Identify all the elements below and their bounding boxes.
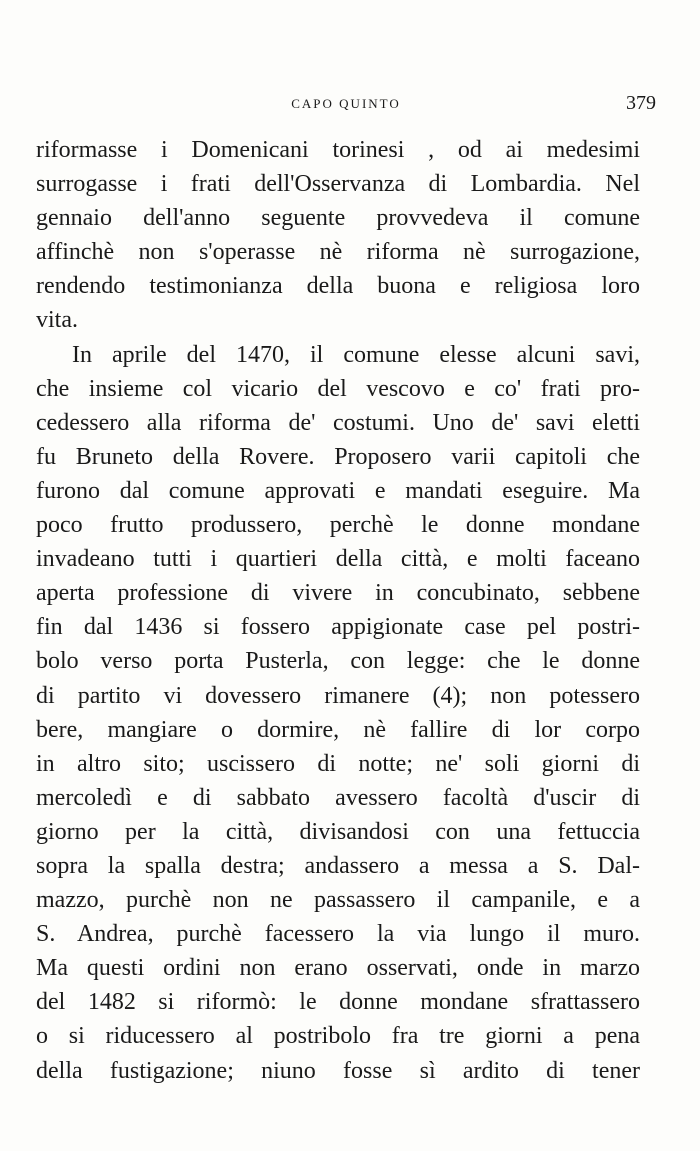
text-line: S. Andrea, purchè facessero la via lungo il muro. <box>36 921 640 948</box>
text-line: rendendo testimonianza della buona e religiosa loro <box>36 273 640 300</box>
text-line: In aprile del 1470, il comune elesse alcuni savi, <box>72 341 640 368</box>
text-line: mercoledì e di sabbato avessero facoltà d'uscir di <box>36 784 640 811</box>
text-line: della fustigazione; niuno fosse sì ardito di tener <box>36 1057 640 1084</box>
text-line: bere, mangiare o dormire, nè fallire di lor corpo <box>36 716 640 743</box>
text-line: Ma questi ordini non erano osservati, onde in marzo <box>36 955 640 982</box>
text-line: aperta professione di vivere in concubinato, sebbene <box>36 580 640 607</box>
text-line: surrogasse i frati dell'Osservanza di Lombardia. Nel <box>36 171 640 198</box>
text-line: del 1482 si riformò: le donne mondane sfrattassero <box>36 989 640 1016</box>
chapter-title: CAPO QUINTO <box>291 96 401 111</box>
text-line: gennaio dell'anno seguente provvedeva il comune <box>36 205 640 232</box>
text-line: o si riducessero al postribolo fra tre giorni a pena <box>36 1023 640 1050</box>
text-line: vita. <box>36 307 78 334</box>
text-line: affinchè non s'operasse nè riforma nè surrogazione, <box>36 239 640 266</box>
text-line: in altro sito; uscissero di notte; ne' soli giorni di <box>36 750 640 777</box>
text-line: fin dal 1436 si fossero appigionate case pel postri- <box>36 614 640 641</box>
text-line: poco frutto produssero, perchè le donne mondane <box>36 512 640 539</box>
text-line: cedessero alla riforma de' costumi. Uno de' savi eletti <box>36 409 640 436</box>
text-line: invadeano tutti i quartieri della città, e molti faceano <box>36 546 640 573</box>
text-line: giorno per la città, divisandosi con una fettuccia <box>36 818 640 845</box>
running-head <box>36 92 656 116</box>
text-line: mazzo, purchè non ne passassero il campanile, e a <box>36 887 640 914</box>
text-line: di partito vi dovessero rimanere (4); non potessero <box>36 682 640 709</box>
text-line: bolo verso porta Pusterla, con legge: che le donne <box>36 648 640 675</box>
page-number: 379 <box>626 92 656 114</box>
text-line: riformasse i Domenicani torinesi , od ai medesimi <box>36 137 640 163</box>
text-line: furono dal comune approvati e mandati eseguire. Ma <box>36 477 640 504</box>
text-line: che insieme col vicario del vescovo e co' frati pro- <box>36 375 640 402</box>
text-line: sopra la spalla destra; andassero a messa a S. Dal- <box>36 852 640 879</box>
text-line: fu Bruneto della Rovere. Proposero varii capitoli che <box>36 443 640 470</box>
body-text <box>36 133 640 1088</box>
